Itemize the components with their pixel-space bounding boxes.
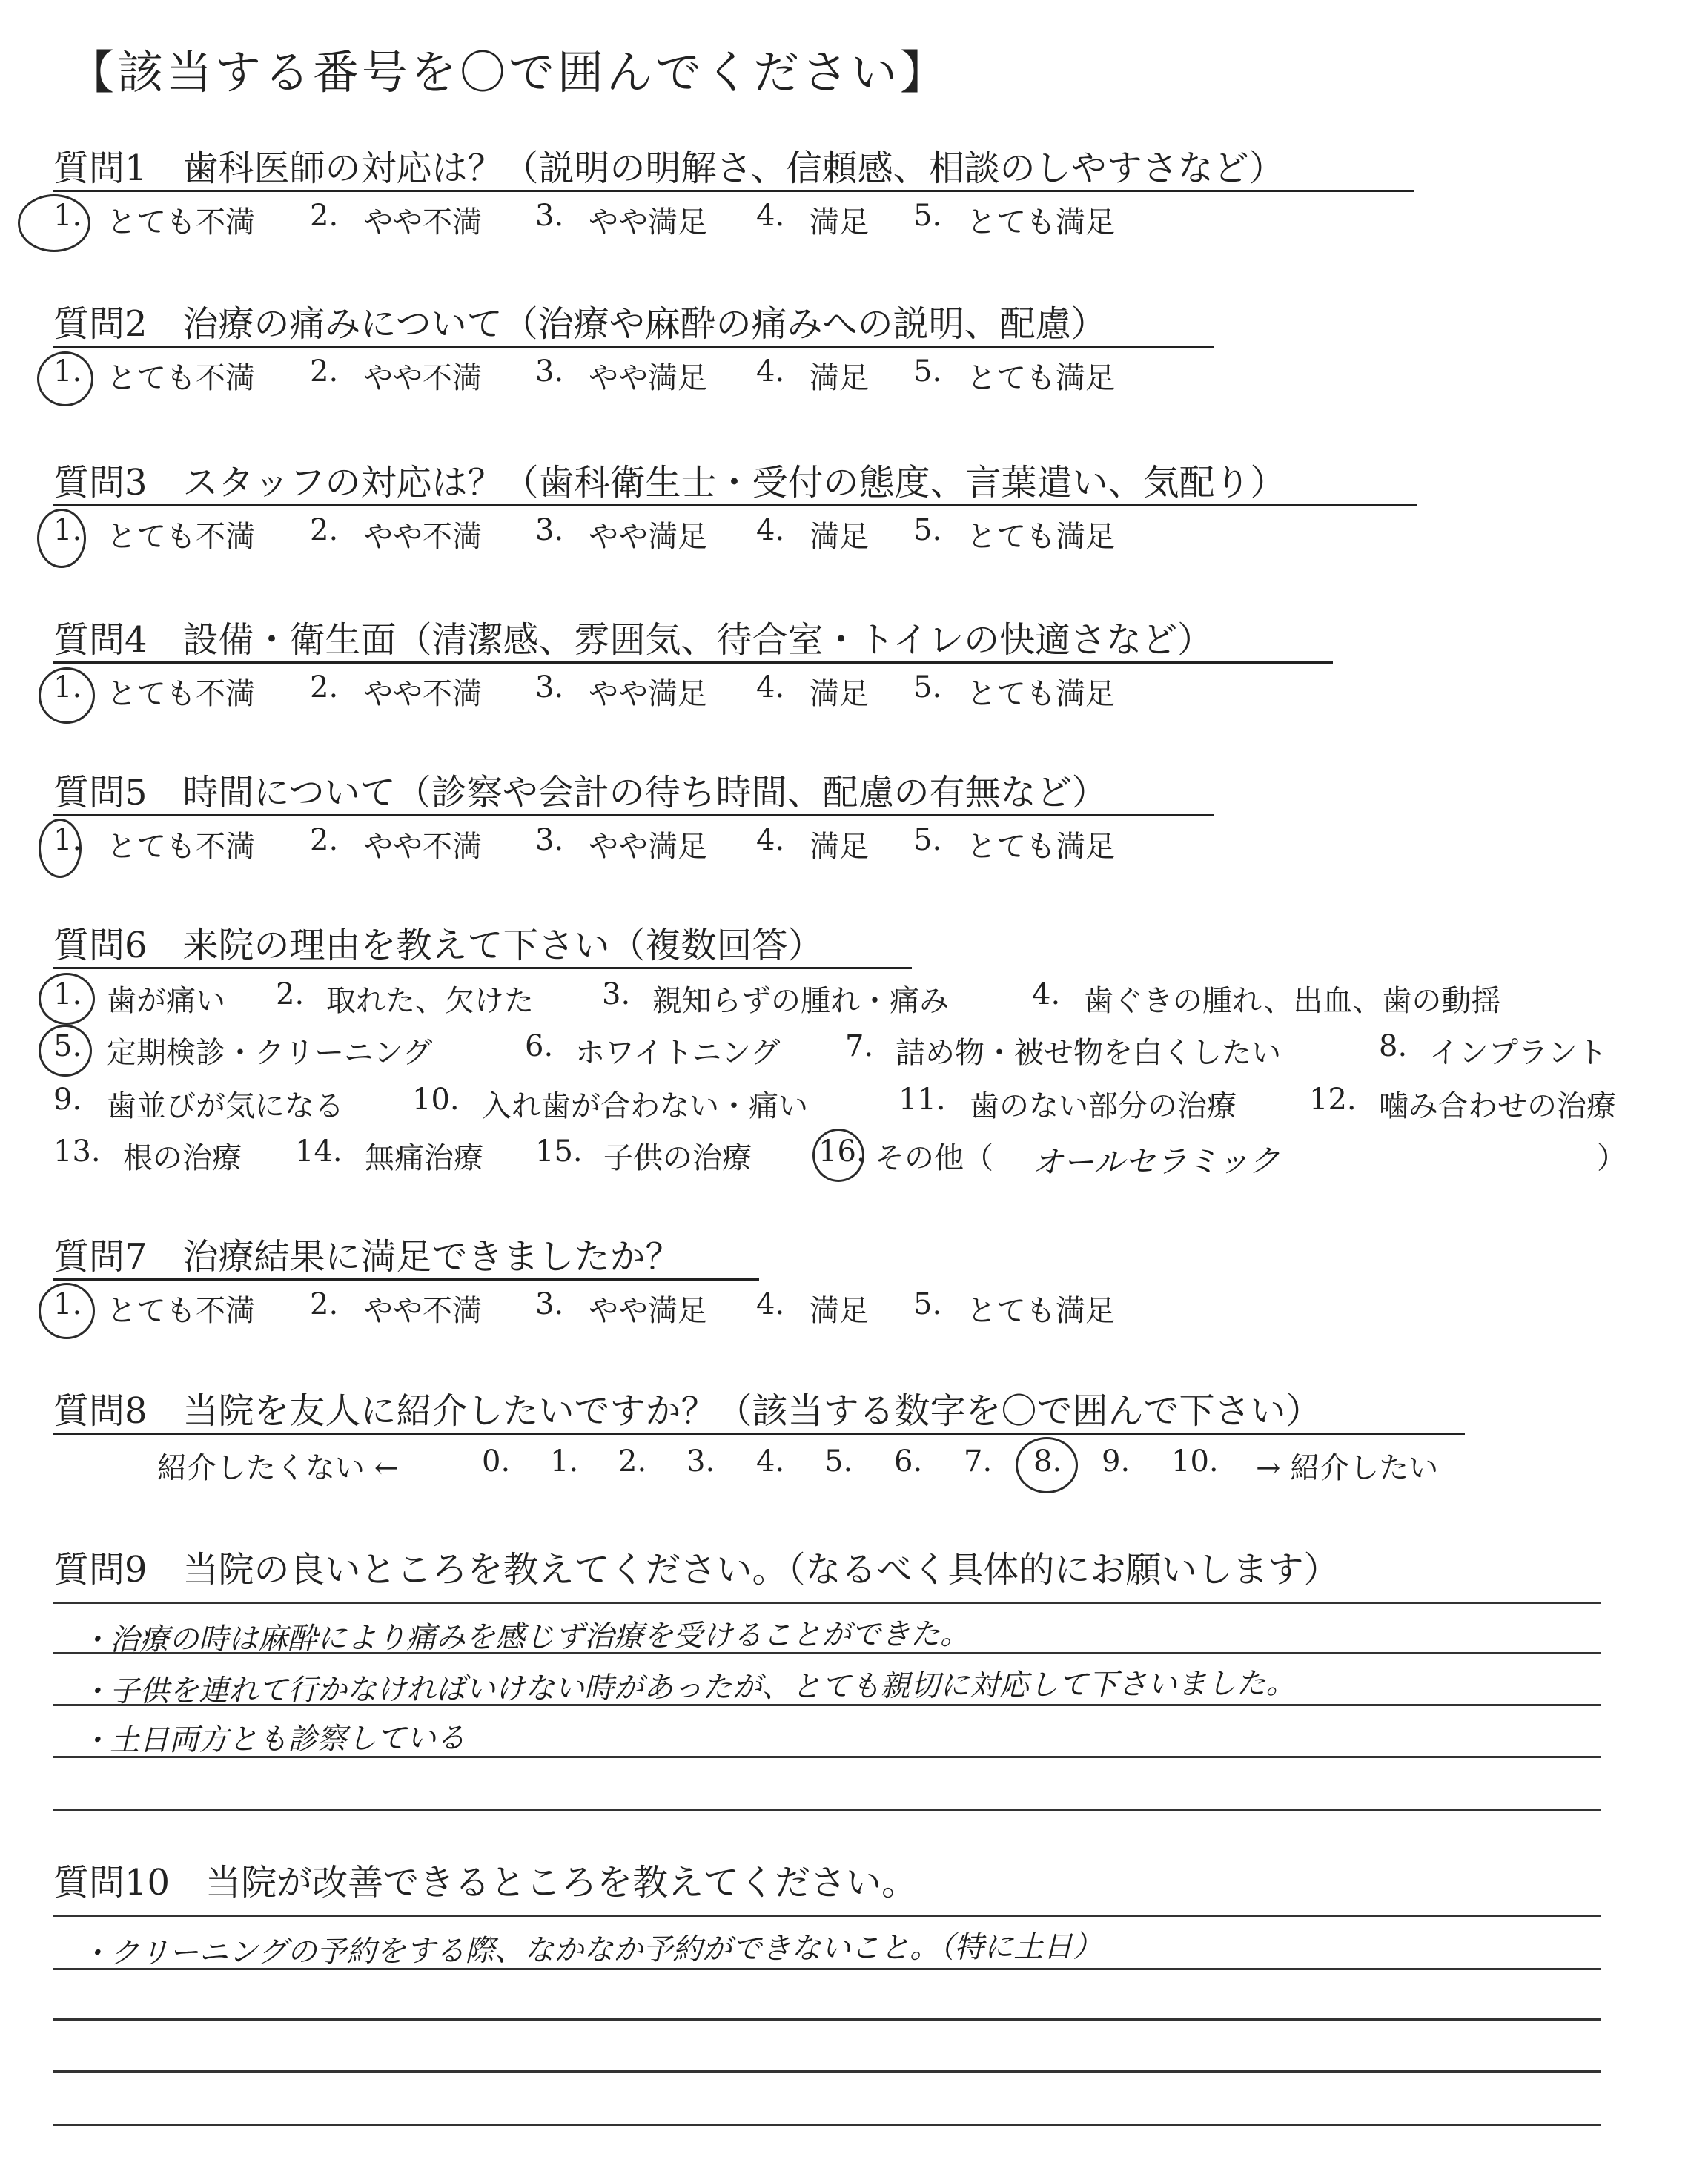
q1-option-3-num[interactable]: 3. <box>535 199 564 233</box>
q6-option-5-num[interactable]: 5. <box>53 1029 82 1063</box>
question-4-title: 質問4 設備・衛生面（清潔感、雰囲気、待合室・トイレの快適さなど） <box>53 619 1214 661</box>
page-title: 【該当する番号を〇で囲んでください】 <box>68 45 950 99</box>
q8-right-label: → 紹介したい <box>1256 1451 1439 1485</box>
question-3-title: 質問3 スタッフの対応は？（歯科衛生士・受付の態度、言葉遣い、気配り） <box>53 462 1286 503</box>
q6-option-4-num[interactable]: 4. <box>1032 977 1061 1011</box>
q7-option-1-num[interactable]: 1. <box>53 1287 82 1321</box>
question-1-underline <box>53 190 1414 192</box>
q4-option-2-label: やや不満 <box>363 677 482 711</box>
q6-option-2-num[interactable]: 2. <box>276 977 305 1011</box>
q3-option-2-num[interactable]: 2. <box>310 513 339 547</box>
q8-option-4[interactable]: 4. <box>756 1444 785 1479</box>
q6-other-close-paren: ） <box>1597 1141 1626 1175</box>
q6-option-6-label: ホワイトニング <box>575 1036 781 1070</box>
q6-option-12-label: 噛み合わせの治療 <box>1379 1089 1616 1123</box>
q3-option-1-label: とても不満 <box>107 520 255 554</box>
q9-answer-line-1 <box>53 1602 1601 1604</box>
q7-option-4-num[interactable]: 4. <box>756 1287 785 1321</box>
q3-option-3-label: やや満足 <box>589 520 707 554</box>
q5-option-5-label: とても満足 <box>967 830 1115 864</box>
q9-answer-1: ・治療の時は麻酔により痛みを感じず治療を受けることができた。 <box>79 1616 970 1658</box>
q7-option-3-num[interactable]: 3. <box>535 1287 564 1321</box>
question-8-underline <box>53 1433 1465 1435</box>
q8-option-2[interactable]: 2. <box>618 1444 647 1479</box>
q2-option-1-num[interactable]: 1. <box>53 354 82 389</box>
q2-option-5-label: とても満足 <box>967 361 1115 395</box>
question-8-title: 質問8 当院を友人に紹介したいですか？（該当する数字を〇で囲んで下さい） <box>53 1390 1322 1432</box>
q1-option-5-label: とても満足 <box>967 205 1115 240</box>
q10-answer-line-4 <box>53 2070 1601 2073</box>
question-10-title: 質問10 当院が改善できるところを教えてください。 <box>53 1862 918 1903</box>
question-1-title: 質問1 歯科医師の対応は？（説明の明解さ、信頼感、相談のしやすさなど） <box>53 148 1285 189</box>
q7-option-3-label: やや満足 <box>589 1294 707 1328</box>
q2-option-1-label: とても不満 <box>107 361 255 395</box>
q2-option-2-num[interactable]: 2. <box>310 354 339 389</box>
q1-option-3-label: やや満足 <box>589 205 707 240</box>
q7-option-2-num[interactable]: 2. <box>310 1287 339 1321</box>
q7-option-2-label: やや不満 <box>363 1294 482 1328</box>
q8-left-label: 紹介したくない ← <box>157 1451 400 1485</box>
q6-other-handwritten-answer: オールセラミック <box>1031 1142 1280 1181</box>
q8-option-9[interactable]: 9. <box>1102 1444 1131 1479</box>
q4-option-1-label: とても不満 <box>107 677 255 711</box>
q5-option-2-num[interactable]: 2. <box>310 823 339 857</box>
q5-option-2-label: やや不満 <box>363 830 482 864</box>
q7-option-4-label: 満足 <box>810 1294 869 1328</box>
q6-option-9-label: 歯並びが気になる <box>107 1089 344 1123</box>
q6-option-3-num[interactable]: 3. <box>602 977 631 1011</box>
q10-answer-line-1 <box>53 1915 1601 1917</box>
q6-option-1-num[interactable]: 1. <box>53 977 82 1011</box>
q4-option-1-num[interactable]: 1. <box>53 670 82 704</box>
q3-option-5-label: とても満足 <box>967 520 1115 554</box>
q6-option-13-label: 根の治療 <box>123 1141 242 1175</box>
q7-option-5-label: とても満足 <box>967 1294 1115 1328</box>
q6-option-11-label: 歯のない部分の治療 <box>970 1089 1237 1123</box>
question-3-underline <box>53 504 1417 506</box>
q5-option-1-num[interactable]: 1. <box>53 823 82 857</box>
q1-option-5-num[interactable]: 5. <box>913 199 942 233</box>
q5-option-3-label: やや満足 <box>589 830 707 864</box>
q6-option-15-label: 子供の治療 <box>603 1141 752 1175</box>
question-5-title: 質問5 時間について（診察や会計の待ち時間、配慮の有無など） <box>53 772 1108 813</box>
q6-option-8-label: インプラント <box>1429 1036 1607 1070</box>
q3-option-3-num[interactable]: 3. <box>535 513 564 547</box>
q4-option-4-num[interactable]: 4. <box>756 670 785 704</box>
q6-option-7-label: 詰め物・被せ物を白くしたい <box>896 1036 1281 1070</box>
q2-option-3-num[interactable]: 3. <box>535 354 564 389</box>
q8-option-0[interactable]: 0. <box>482 1444 511 1479</box>
q6-option-11-num[interactable]: 11. <box>898 1083 946 1117</box>
q6-option-10-num[interactable]: 10. <box>412 1083 460 1117</box>
q1-option-4-label: 満足 <box>810 205 869 240</box>
q8-option-6[interactable]: 6. <box>894 1444 923 1479</box>
q1-option-2-num[interactable]: 2. <box>310 199 339 233</box>
q5-option-3-num[interactable]: 3. <box>535 823 564 857</box>
q6-option-4-label: 歯ぐきの腫れ、出血、歯の動揺 <box>1084 984 1501 1018</box>
q5-option-5-num[interactable]: 5. <box>913 823 942 857</box>
q1-option-1-label: とても不満 <box>107 205 255 240</box>
question-7-title: 質問7 治療結果に満足できましたか？ <box>53 1236 681 1278</box>
q3-option-2-label: やや不満 <box>363 520 482 554</box>
question-5-underline <box>53 814 1214 816</box>
q6-option-16-num[interactable]: 16. <box>818 1135 866 1169</box>
q6-option-12-num[interactable]: 12. <box>1309 1083 1357 1117</box>
q4-option-5-num[interactable]: 5. <box>913 670 942 704</box>
q6-option-2-label: 取れた、欠けた <box>326 984 534 1018</box>
q5-option-4-num[interactable]: 4. <box>756 823 785 857</box>
q6-option-15-num[interactable]: 15. <box>535 1135 583 1169</box>
question-2-underline <box>53 346 1214 348</box>
q3-option-5-num[interactable]: 5. <box>913 513 942 547</box>
q6-option-3-label: 親知らずの腫れ・痛み <box>652 984 949 1018</box>
q8-option-3[interactable]: 3. <box>686 1444 715 1479</box>
q4-option-5-label: とても満足 <box>967 677 1115 711</box>
q10-answer-line-3 <box>53 2018 1601 2021</box>
q10-answer-1: ・クリーニングの予約をする際、なかなか予約ができないこと。（特に土日） <box>79 1929 1103 1971</box>
q2-option-4-num[interactable]: 4. <box>756 354 785 389</box>
q1-option-4-num[interactable]: 4. <box>756 199 785 233</box>
q6-option-9-num[interactable]: 9. <box>53 1083 82 1117</box>
q6-option-7-num[interactable]: 7. <box>845 1029 874 1063</box>
q8-option-1[interactable]: 1. <box>550 1444 579 1479</box>
q10-answer-line-5 <box>53 2124 1601 2126</box>
q5-option-4-label: 満足 <box>810 830 869 864</box>
q6-option-1-label: 歯が痛い <box>107 984 225 1018</box>
q3-option-4-label: 満足 <box>810 520 869 554</box>
q2-option-4-label: 満足 <box>810 361 869 395</box>
q9-answer-3: ・土日両方とも診察している <box>79 1721 466 1758</box>
q3-option-1-num[interactable]: 1. <box>53 513 82 547</box>
q4-option-3-num[interactable]: 3. <box>535 670 564 704</box>
q2-option-3-label: やや満足 <box>589 361 707 395</box>
q4-option-3-label: やや満足 <box>589 677 707 711</box>
question-6-underline <box>53 967 912 969</box>
q6-option-14-label: 無痛治療 <box>365 1141 483 1175</box>
question-7-underline <box>53 1278 759 1281</box>
q6-option-14-num[interactable]: 14. <box>295 1135 342 1169</box>
question-6-title: 質問6 来院の理由を教えて下さい（複数回答） <box>53 925 824 966</box>
q6-option-5-label: 定期検診・クリーニング <box>107 1036 433 1070</box>
q2-option-5-num[interactable]: 5. <box>913 354 942 389</box>
q4-option-4-label: 満足 <box>810 677 869 711</box>
q8-option-8[interactable]: 8. <box>1033 1444 1062 1479</box>
q1-option-2-label: やや不満 <box>363 205 482 240</box>
question-2-title: 質問2 治療の痛みについて（治療や麻酔の痛みへの説明、配慮） <box>53 303 1107 345</box>
question-4-underline <box>53 661 1333 664</box>
q9-answer-line-5 <box>53 1809 1601 1811</box>
q9-answer-2: ・子供を連れて行かなければいけない時があったが、とても親切に対応して下さいました。 <box>79 1666 1296 1709</box>
q6-option-10-label: 入れ歯が合わない・痛い <box>482 1089 808 1123</box>
q8-option-10[interactable]: 10. <box>1171 1444 1219 1479</box>
q8-option-5[interactable]: 5. <box>824 1444 853 1479</box>
q6-option-16-label: その他（ <box>875 1141 993 1175</box>
question-9-title: 質問9 当院の良いところを教えてください。（なるべく具体的にお願いします） <box>53 1549 1340 1591</box>
q2-option-2-label: やや不満 <box>363 361 482 395</box>
q1-option-1-num[interactable]: 1. <box>53 199 82 233</box>
q6-option-6-num[interactable]: 6. <box>525 1029 554 1063</box>
q5-option-1-label: とても不満 <box>107 830 255 864</box>
q6-option-8-num[interactable]: 8. <box>1379 1029 1408 1063</box>
q7-option-1-label: とても不満 <box>107 1294 255 1328</box>
q4-option-2-num[interactable]: 2. <box>310 670 339 704</box>
q8-option-7[interactable]: 7. <box>964 1444 993 1479</box>
q3-option-4-num[interactable]: 4. <box>756 513 785 547</box>
q6-option-13-num[interactable]: 13. <box>53 1135 101 1169</box>
q7-option-5-num[interactable]: 5. <box>913 1287 942 1321</box>
